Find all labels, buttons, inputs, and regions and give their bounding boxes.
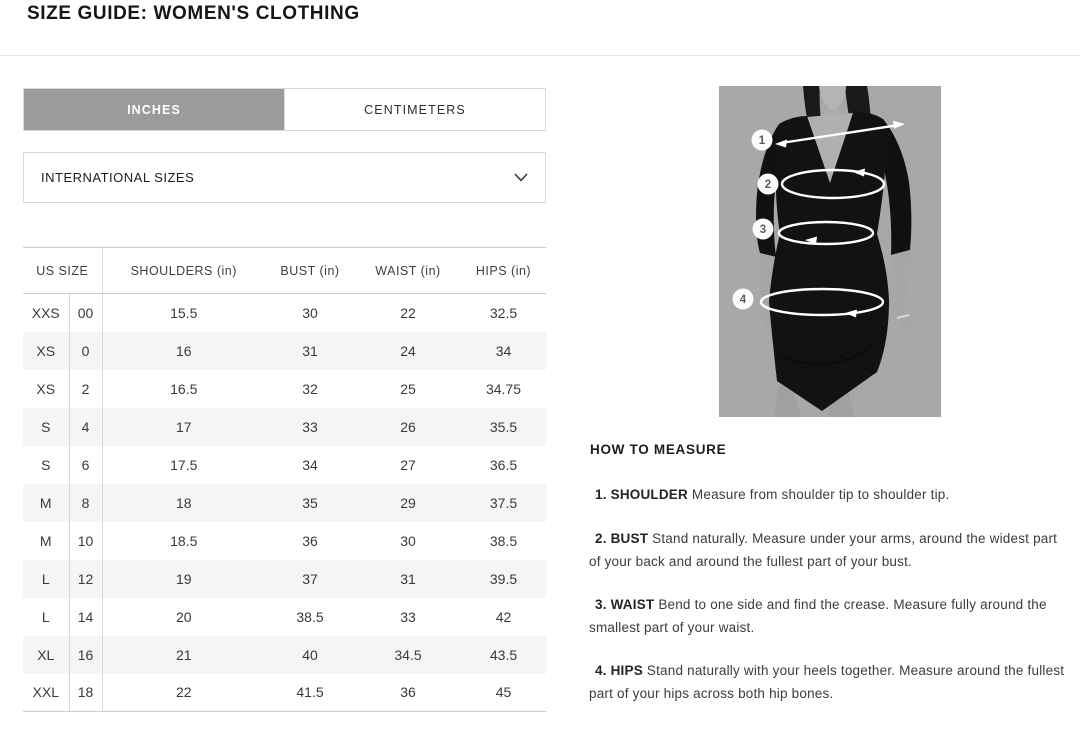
hips-cell: 43.5 (461, 636, 546, 674)
measure-step-shoulder (589, 483, 1070, 506)
waist-cell: 36 (355, 674, 461, 712)
size-number-cell: 16 (69, 636, 102, 674)
waist-cell: 31 (355, 560, 461, 598)
international-sizes-dropdown[interactable] (23, 152, 546, 203)
bust-cell: 37 (265, 560, 355, 598)
size-number-cell: 10 (69, 522, 102, 560)
size-number-cell: 2 (69, 370, 102, 408)
page-title: SIZE GUIDE: WOMEN'S CLOTHING (27, 3, 360, 24)
col-header-shoulders: SHOULDERS (in) (102, 248, 265, 294)
bust-cell: 32 (302, 380, 318, 397)
svg-text:2: 2 (764, 179, 772, 191)
step-label: 1. SHOULDER (595, 487, 688, 502)
size-letter-cell: XS (23, 332, 69, 370)
dropdown-label: INTERNATIONAL SIZES (41, 170, 195, 185)
size-number-cell: 00 (69, 294, 102, 332)
size-letter-cell: M (23, 522, 69, 560)
size-letter-cell: L (23, 598, 69, 636)
svg-text:3: 3 (759, 224, 767, 236)
hips-cell: 35.5 (461, 408, 546, 446)
waist-cell: 27 (400, 456, 416, 473)
size-letter-cell: M (23, 484, 69, 522)
size-letter-cell: S (23, 446, 69, 484)
shoulders-cell: 19 (102, 560, 265, 598)
hips-cell: 34 (461, 332, 546, 370)
how-to-measure-heading: HOW TO MEASURE (590, 442, 727, 457)
table-row (23, 294, 546, 332)
shoulders-cell: 17.5 (170, 456, 198, 473)
size-letter-cell: XXS (23, 294, 69, 332)
shoulders-cell: 16 (102, 332, 265, 370)
step-label: 4. HIPS (595, 663, 643, 678)
table-row (23, 370, 546, 408)
table-row (23, 560, 546, 598)
waist-cell: 33 (400, 608, 416, 625)
marker-badge-3 (753, 219, 774, 240)
shoulders-cell: 15.5 (170, 304, 198, 321)
hips-cell: 45 (461, 674, 546, 712)
col-header-hips: HIPS (in) (461, 248, 546, 294)
waist-cell: 25 (400, 380, 416, 397)
shoulders-cell: 21 (102, 636, 265, 674)
size-number-cell: 4 (69, 408, 102, 446)
bust-cell: 30 (302, 304, 318, 321)
chevron-down-icon (514, 173, 528, 182)
shoulders-cell: 17 (102, 408, 265, 446)
waist-cell: 24 (355, 332, 461, 370)
size-table (23, 247, 546, 712)
size-number-cell: 6 (69, 446, 102, 484)
tab-inches[interactable]: INCHES (24, 89, 284, 130)
col-header-bust: BUST (in) (265, 248, 355, 294)
table-row (23, 636, 546, 674)
hips-cell: 37.5 (461, 484, 546, 522)
header-divider (0, 55, 1080, 56)
shoulders-cell: 16.5 (170, 380, 198, 397)
step-label: 3. WAIST (595, 597, 655, 612)
bust-cell: 35 (265, 484, 355, 522)
size-number-cell: 8 (69, 484, 102, 522)
bust-cell: 34 (302, 456, 318, 473)
waist-cell: 34.5 (355, 636, 461, 674)
tab-centimeters[interactable]: CENTIMETERS (284, 89, 545, 130)
shoulders-cell: 20 (175, 608, 192, 625)
size-letter-cell: L (23, 560, 69, 598)
size-table-header (23, 248, 546, 294)
size-letter-cell: S (23, 408, 69, 446)
size-letter-cell: XL (23, 636, 69, 674)
header-row (23, 248, 546, 294)
bust-cell: 31 (265, 332, 355, 370)
shoulders-cell: 18 (102, 484, 265, 522)
waist-cell: 30 (400, 532, 416, 549)
step-label: 2. BUST (595, 531, 649, 546)
bust-cell: 33 (265, 408, 355, 446)
step-text: Stand naturally. Measure under your arms, around the widest part of your back and around the fullest part of your bust. (589, 531, 1058, 569)
waist-cell: 29 (355, 484, 461, 522)
step-text: Bend to one side and find the crease. Measure fully around the smallest part of your waist. (589, 597, 1047, 635)
size-number-cell: 0 (69, 332, 102, 370)
waist-cell: 26 (355, 408, 461, 446)
model-photo (719, 86, 941, 417)
hips-cell: 34.75 (485, 380, 522, 397)
measurement-figure (719, 86, 941, 417)
size-number-cell: 12 (69, 560, 102, 598)
table-row (23, 674, 546, 712)
units-tab-bar (23, 88, 546, 131)
hips-cell: 42 (495, 608, 512, 625)
table-row (23, 484, 546, 522)
waist-cell: 22 (400, 304, 416, 321)
hips-cell: 39.5 (461, 560, 546, 598)
marker-badge-1 (752, 130, 773, 151)
measure-step-bust (589, 527, 1070, 573)
table-row (23, 598, 546, 636)
table-row (23, 332, 546, 370)
col-header-us-size: US SIZE (23, 248, 102, 294)
table-row (23, 408, 546, 446)
hips-cell: 38.5 (489, 532, 518, 549)
step-text: Measure from shoulder tip to shoulder tip. (691, 487, 950, 502)
table-row (23, 446, 546, 484)
size-letter-cell: XXL (23, 674, 69, 712)
hips-cell: 32.5 (489, 304, 518, 321)
shoulders-cell: 18.5 (170, 532, 198, 549)
size-number-cell: 14 (69, 598, 102, 636)
bust-cell: 40 (265, 636, 355, 674)
bust-cell: 38.5 (296, 608, 324, 625)
bust-cell: 41.5 (265, 674, 355, 712)
svg-text:1: 1 (758, 135, 766, 147)
shoulders-cell: 22 (102, 674, 265, 712)
size-number-cell: 18 (69, 674, 102, 712)
bust-cell: 36 (302, 532, 318, 549)
table-row (23, 522, 546, 560)
col-header-waist: WAIST (in) (355, 248, 461, 294)
marker-badge-2 (758, 174, 779, 195)
marker-badge-4 (733, 289, 754, 310)
measure-step-hips (589, 659, 1070, 705)
hips-cell: 36.5 (489, 456, 518, 473)
size-letter-cell: XS (23, 370, 69, 408)
measure-step-waist (589, 593, 1070, 639)
svg-text:4: 4 (739, 294, 747, 306)
step-text: Stand naturally with your heels together. Measure around the fullest part of your hips across both hip bones. (589, 663, 1065, 701)
